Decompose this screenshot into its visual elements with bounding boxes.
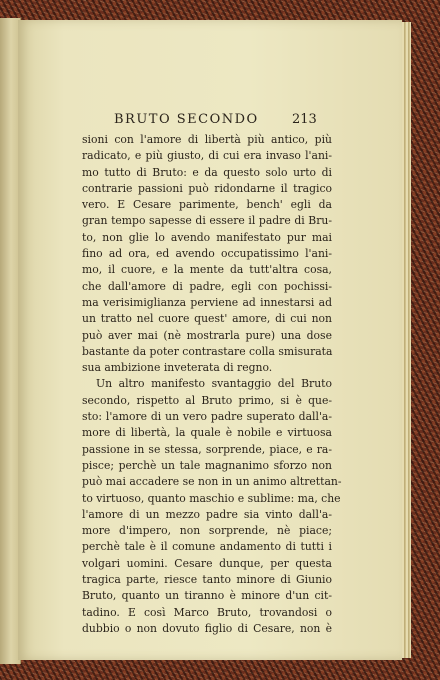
text-line: può mai accadere se non in un animo altrettan-: [82, 475, 342, 489]
text-line: può aver mai (nè mostrarla pure) una dose: [82, 328, 332, 342]
text-line: radicato, e più giusto, di cui era invaso l'ani-: [82, 149, 332, 163]
text-line: contrarie passioni può ridondarne il tragico: [82, 181, 332, 195]
body-text: [82, 132, 342, 637]
text-line: tragica parte, riesce tanto minore di Giunio: [82, 573, 332, 587]
text-line: ma verisimiglianza perviene ad innestarsi ad: [82, 295, 332, 309]
text-line: tadino. E così Marco Bruto, trovandosi o: [82, 605, 332, 619]
text-line: mo, il cuore, e la mente da tutt'altra cosa,: [82, 263, 332, 277]
text-line: secondo, rispetto al Bruto primo, si è que-: [82, 393, 332, 407]
text-line: sto: l'amore di un vero padre superato dall'a-: [82, 410, 332, 424]
text-line: vero. E Cesare parimente, bench' egli da: [82, 198, 332, 212]
text-line: Bruto, quanto un tiranno è minore d'un cit-: [82, 589, 332, 603]
text-line: more di libertà, la quale è nobile e virtuosa: [82, 426, 332, 440]
book-page: [18, 20, 402, 660]
text-line: sioni con l'amore di libertà più antico, più: [82, 133, 332, 146]
text-line: more d'impero, non sorprende, nè piace;: [82, 524, 332, 538]
text-line: pisce; perchè un tale magnanimo sforzo non: [82, 458, 332, 472]
page-number: 213: [292, 112, 317, 127]
running-title: BRUTO SECONDO: [114, 112, 259, 127]
text-line: un tratto nel cuore quest' amore, di cui non: [82, 312, 332, 326]
text-line: gran tempo sapesse di essere il padre di Bru-: [82, 214, 332, 228]
text-line: l'amore di un mezzo padre sia vinto dall'a-: [82, 507, 332, 521]
text-line: sua ambizione inveterata di regno.: [82, 361, 273, 375]
text-line: mo tutto di Bruto: e da questo solo urto di: [82, 165, 332, 179]
text-line: che dall'amore di padre, egli con pochissi-: [82, 279, 332, 293]
page-header: [18, 112, 402, 132]
text-line: passione in se stessa, sorprende, piace, e ra-: [82, 442, 332, 456]
text-line: fino ad ora, ed avendo occupatissimo l'ani-: [82, 247, 332, 261]
text-line: dubbio o non dovuto figlio di Cesare, non è: [82, 621, 332, 635]
text-line: bastante da poter contrastare colla smisurata: [82, 344, 333, 358]
text-line: Un altro manifesto svantaggio del Bruto: [96, 377, 332, 391]
text-line: volgari uomini. Cesare dunque, per questa: [82, 556, 332, 570]
text-line: to virtuoso, quanto maschio e sublime: ma, che: [82, 491, 341, 505]
text-line: perchè tale è il comune andamento di tutti i: [82, 540, 332, 554]
text-line: to, non glie lo avendo manifestato pur mai: [82, 230, 332, 244]
